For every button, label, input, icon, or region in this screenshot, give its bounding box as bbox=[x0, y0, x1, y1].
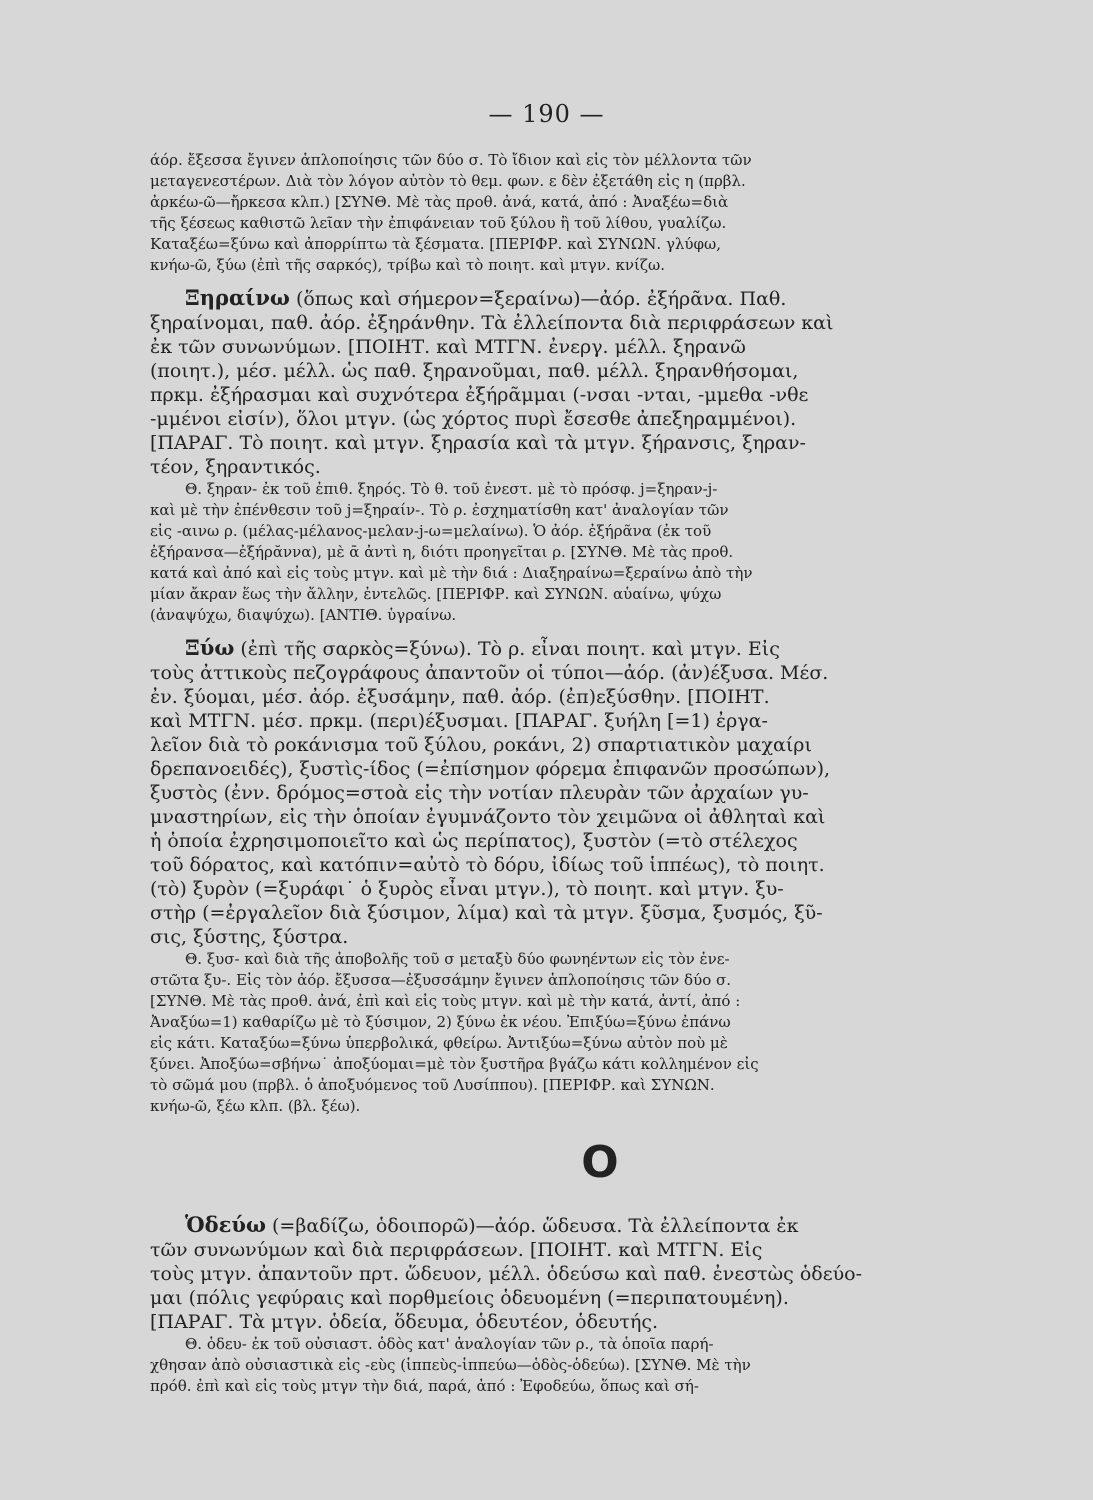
text-line: μεταγενεστέρων. Διὰ τὸν λόγον αὐτὸν τὸ θεμ. φων. ε δὲν ἐξετάθη εἰς η (πρβλ. bbox=[150, 172, 746, 190]
note-line: ξύνει. Ἀποξύω=σβήνω˙ ἀποξύομαι=μὲ τὸν ξυστῆρα βγάζω κάτι κολλημένον εἰς bbox=[150, 1055, 759, 1073]
section-letter-heading: Ο bbox=[581, 1137, 619, 1188]
text-line: (τὸ) ξυρὸν (=ξυράφι˙ ὁ ξυρὸς εἶναι μτγν.), τὸ ποιητ. καὶ μτγν. ξυ- bbox=[150, 878, 784, 900]
text-line: δρεπανοειδές), ξυστὶς-ίδος (=ἐπίσημον φόρεμα ἐπιφανῶν προσώπων), bbox=[150, 758, 831, 780]
headline-text: (ὅπως καὶ σήμερον=ξεραίνω)—ἀόρ. ἐξήρᾶνα. Παθ. bbox=[289, 288, 787, 310]
text-line: μαι (πόλις γεφύραις καὶ πορθμείοις ὁδευομένη (=περιπατουμένη). bbox=[150, 1287, 789, 1309]
note-line: στῶτα ξυ-. Εἰς τὸν ἀόρ. ἔξυσσα—ἐξυσσάμην ἔγινεν ἁπλοποίησις τῶν δύο σ. bbox=[150, 971, 731, 989]
text-line: τῶν συνωνύμων καὶ διὰ περιφράσεων. [ΠΟΙΗΤ. καὶ ΜΤΓΝ. Εἰς bbox=[150, 1239, 763, 1261]
text-line: ἐκ τῶν συνωνύμων. [ΠΟΙΗΤ. καὶ ΜΤΓΝ. ἐνεργ. μέλλ. ξηρανῶ bbox=[150, 336, 746, 358]
entry-headline bbox=[150, 286, 1050, 311]
entry-xyo bbox=[150, 636, 1050, 1117]
note-line: Θ. ξυσ- καὶ διὰ τῆς ἀποβολῆς τοῦ σ μεταξὺ δύο φωνηέντων εἰς τὸν ἐνε- bbox=[185, 950, 730, 968]
text-line: τοὺς ἀττικοὺς πεζογράφους ἀπαντοῦν οἱ τύποι—ἀόρ. (ἀν)έξυσα. Μέσ. bbox=[150, 662, 829, 684]
entry-odeyo bbox=[150, 1213, 1050, 1397]
note-line: (ἀναψύχω, διαψύχω). [ΑΝΤΙΘ. ὑγραίνω. bbox=[150, 606, 457, 624]
entry-headline bbox=[150, 636, 1050, 661]
note-line: πρόθ. ἐπὶ καὶ εἰς τοὺς μτγν τὴν διά, παρά, ἀπό : Ἐφοδεύω, ὅπως καὶ σή- bbox=[150, 1377, 699, 1395]
headline-text: (ἐπὶ τῆς σαρκὸς=ξύνω). Τὸ ρ. εἶναι ποιητ. καὶ μτγν. Εἰς bbox=[234, 638, 780, 660]
text-line: σις, ξύστης, ξύστρα. bbox=[150, 926, 349, 948]
text-line: Καταξέω=ξύνω καὶ ἀπορρίπτω τὰ ξέσματα. [ΠΕΡΙΦΡ. καὶ ΣΥΝΩΝ. γλύφω, bbox=[150, 235, 722, 253]
note-line: [ΣΥΝΘ. Μὲ τὰς προθ. ἀνά, ἐπὶ καὶ εἰς τοὺς μτγν. καὶ μὲ τὴν κατά, ἀντί, ἀπό : bbox=[150, 992, 741, 1010]
text-line: ἐν. ξύομαι, μέσ. ἀόρ. ἐξυσάμην, παθ. ἀόρ. (ἐπ)εξύσθην. [ΠΟΙΗΤ. bbox=[150, 686, 770, 708]
lemma-headword: Ξύω bbox=[185, 636, 235, 660]
text-line: πρκμ. ἐξήρασμαι καὶ συχνότερα ἐξήρᾶμμαι (-νσαι -νται, -μμεθα -νθε bbox=[150, 384, 809, 406]
text-line: ξηραίνομαι, παθ. ἀόρ. ἐξηράνθην. Τὰ ἐλλείποντα διὰ περιφράσεων καὶ bbox=[150, 312, 834, 334]
entry-xeraino bbox=[150, 286, 1050, 626]
note-line: χθησαν ἀπὸ οὐσιαστικὰ εἰς -εὺς (ἱππεὺς-ἱππεύω—ὁδὸς-ὁδεύω). [ΣΥΝΘ. Μὲ τὴν bbox=[150, 1356, 751, 1374]
text-line: ξυστὸς (ἐνν. δρόμος=στοὰ εἰς τὴν νοτίαν πλευρὰν τῶν ἀρχαίων γυ- bbox=[150, 782, 809, 804]
note-line: εἰς -αινω ρ. (μέλας-μέλανος-μελαν-j-ω=μελαίνω). Ὁ ἀόρ. ἐξήρᾶνα (ἐκ τοῦ bbox=[150, 522, 712, 540]
note-line: Θ. ξηραν- ἐκ τοῦ ἐπιθ. ξηρός. Τὸ θ. τοῦ ἐνεστ. μὲ τὸ πρόσφ. j=ξηραν-j- bbox=[185, 480, 718, 498]
text-line: άόρ. ἔξεσσα ἔγινεν ἁπλοποίησις τῶν δύο σ. Τὸ ἴδιον καὶ εἰς τὸν μέλλοντα τῶν bbox=[150, 151, 752, 169]
entry-headline bbox=[150, 1213, 1050, 1238]
note-line: τὸ σῶμά μου (πρβλ. ὁ ἀποξυόμενος τοῦ Λυσίππου). [ΠΕΡΙΦΡ. καὶ ΣΥΝΩΝ. bbox=[150, 1076, 715, 1094]
page-number: — 190 — bbox=[488, 100, 605, 128]
note-line: κνήω-ῶ, ξέω κλπ. (βλ. ξέω). bbox=[150, 1097, 361, 1115]
note-line: εἰς κάτι. Καταξύω=ξύνω ὑπερβολικά, φθείρω. Ἀντιξύω=ξύνω αὐτὸν ποὺ μὲ bbox=[150, 1034, 728, 1052]
text-line: κνήω-ῶ, ξύω (ἐπὶ τῆς σαρκός), τρίβω καὶ τὸ ποιητ. καὶ μτγν. κνίζω. bbox=[150, 256, 666, 274]
note-line: ἐξήρανσα—ἐξήρᾰννα), μὲ ᾱ ἀντὶ η, διότι προηγεῖται ρ. [ΣΥΝΘ. Μὲ τὰς προθ. bbox=[150, 543, 734, 561]
text-line: τοῦ δόρατος, καὶ κατόπιν=αὐτὸ τὸ δόρυ, ἰδίως τοῦ ἱππέως), τὸ ποιητ. bbox=[150, 854, 825, 876]
note-line: Θ. ὁδευ- ἐκ τοῦ οὐσιαστ. ὁδὸς κατ' ἀναλογίαν τῶν ρ., τὰ ὁποῖα παρή- bbox=[185, 1335, 714, 1353]
page-content bbox=[150, 150, 1050, 1397]
note-line: κατά καὶ ἀπό καὶ εἰς τοὺς μτγν. καὶ μὲ τὴν διά : Διαξηραίνω=ξεραίνω ἀπὸ τὴν bbox=[150, 564, 753, 582]
text-line: (ποιητ.), μέσ. μέλλ. ὡς παθ. ξηρανοῦμαι, παθ. μέλλ. ξηρανθήσομαι, bbox=[150, 360, 799, 382]
text-line: στὴρ (=ἐργαλεῖον διὰ ξύσιμον, λίμα) καὶ τὰ μτγν. ξῦσμα, ξυσμός, ξῦ- bbox=[150, 902, 823, 924]
note-line: καὶ μὲ τὴν ἐπένθεσιν τοῦ j=ξηραίν-. Τὸ ρ. ἐσχηματίσθη κατ' ἀναλογίαν τῶν bbox=[150, 501, 729, 519]
headline-text: (=βαδίζω, ὁδοιπορῶ)—ἀόρ. ὥδευσα. Τὰ ἐλλείποντα ἐκ bbox=[265, 1215, 799, 1237]
text-line: [ΠΑΡΑΓ. Τὰ μτγν. ὁδεία, ὅδευμα, ὁδευτέον, ὁδευτής. bbox=[150, 1311, 659, 1333]
note-line: μίαν ἄκραν ἕως τὴν ἄλλην, ἐντελῶς. [ΠΕΡΙΦΡ. καὶ ΣΥΝΩΝ. αὑαίνω, ψύχω bbox=[150, 585, 722, 603]
text-line: ἡ ὁποία ἐχρησιμοποιεῖτο καὶ ὡς περίπατος), ξυστὸν (=τὸ στέλεχος bbox=[150, 830, 798, 852]
note-line: Ἀναξύω=1) καθαρίζω μὲ τὸ ξύσιμον, 2) ξύνω ἐκ νέου. Ἐπιξύω=ξύνω ἐπάνω bbox=[150, 1013, 731, 1031]
text-line: τῆς ξέσεως καθιστῶ λεῖαν τὴν ἐπιφάνειαν τοῦ ξύλου ἢ τοῦ λίθου, γυαλίζω. bbox=[150, 214, 727, 232]
text-line: λεῖον διὰ τὸ ροκάνισμα τοῦ ξύλου, ροκάνι, 2) σπαρτιατικὸν μαχαίρι bbox=[150, 734, 812, 756]
text-line: [ΠΑΡΑΓ. Τὸ ποιητ. καὶ μτγν. ξηρασία καὶ τὰ μτγν. ξήρανσις, ξηραν- bbox=[150, 432, 806, 454]
text-line: τέον, ξηραντικός. bbox=[150, 456, 321, 478]
text-line: μναστηρίων, εἰς τὴν ὁποίαν ἐγυμνάζοντο τὸν χειμῶνα οἱ ἀθληταὶ καὶ bbox=[150, 806, 826, 828]
continuation-paragraph bbox=[150, 150, 1050, 276]
lemma-headword: Ξηραίνω bbox=[185, 286, 290, 310]
text-line: ἀρκέω-ῶ—ἤρκεσα κλπ.) [ΣΥΝΘ. Μὲ τὰς προθ. ἀνά, κατά, ἀπό : Ἀναξέω=διὰ bbox=[150, 193, 729, 211]
text-line: καὶ ΜΤΓΝ. μέσ. πρκμ. (περι)έξυσμαι. [ΠΑΡΑΓ. ξυήλη [=1) ἐργα- bbox=[150, 710, 768, 732]
lemma-headword: Ὁδεύω bbox=[185, 1213, 266, 1237]
text-line: -μμένοι εἰσίν), ὅλοι μτγν. (ὡς χόρτος πυρὶ ἔσεσθε ἀπεξηραμμένοι). bbox=[150, 408, 797, 430]
text-line: τοὺς μτγν. ἀπαντοῦν πρτ. ὥδευον, μέλλ. ὁδεύσω καὶ παθ. ἐνεστὼς ὁδεύο- bbox=[150, 1263, 862, 1285]
